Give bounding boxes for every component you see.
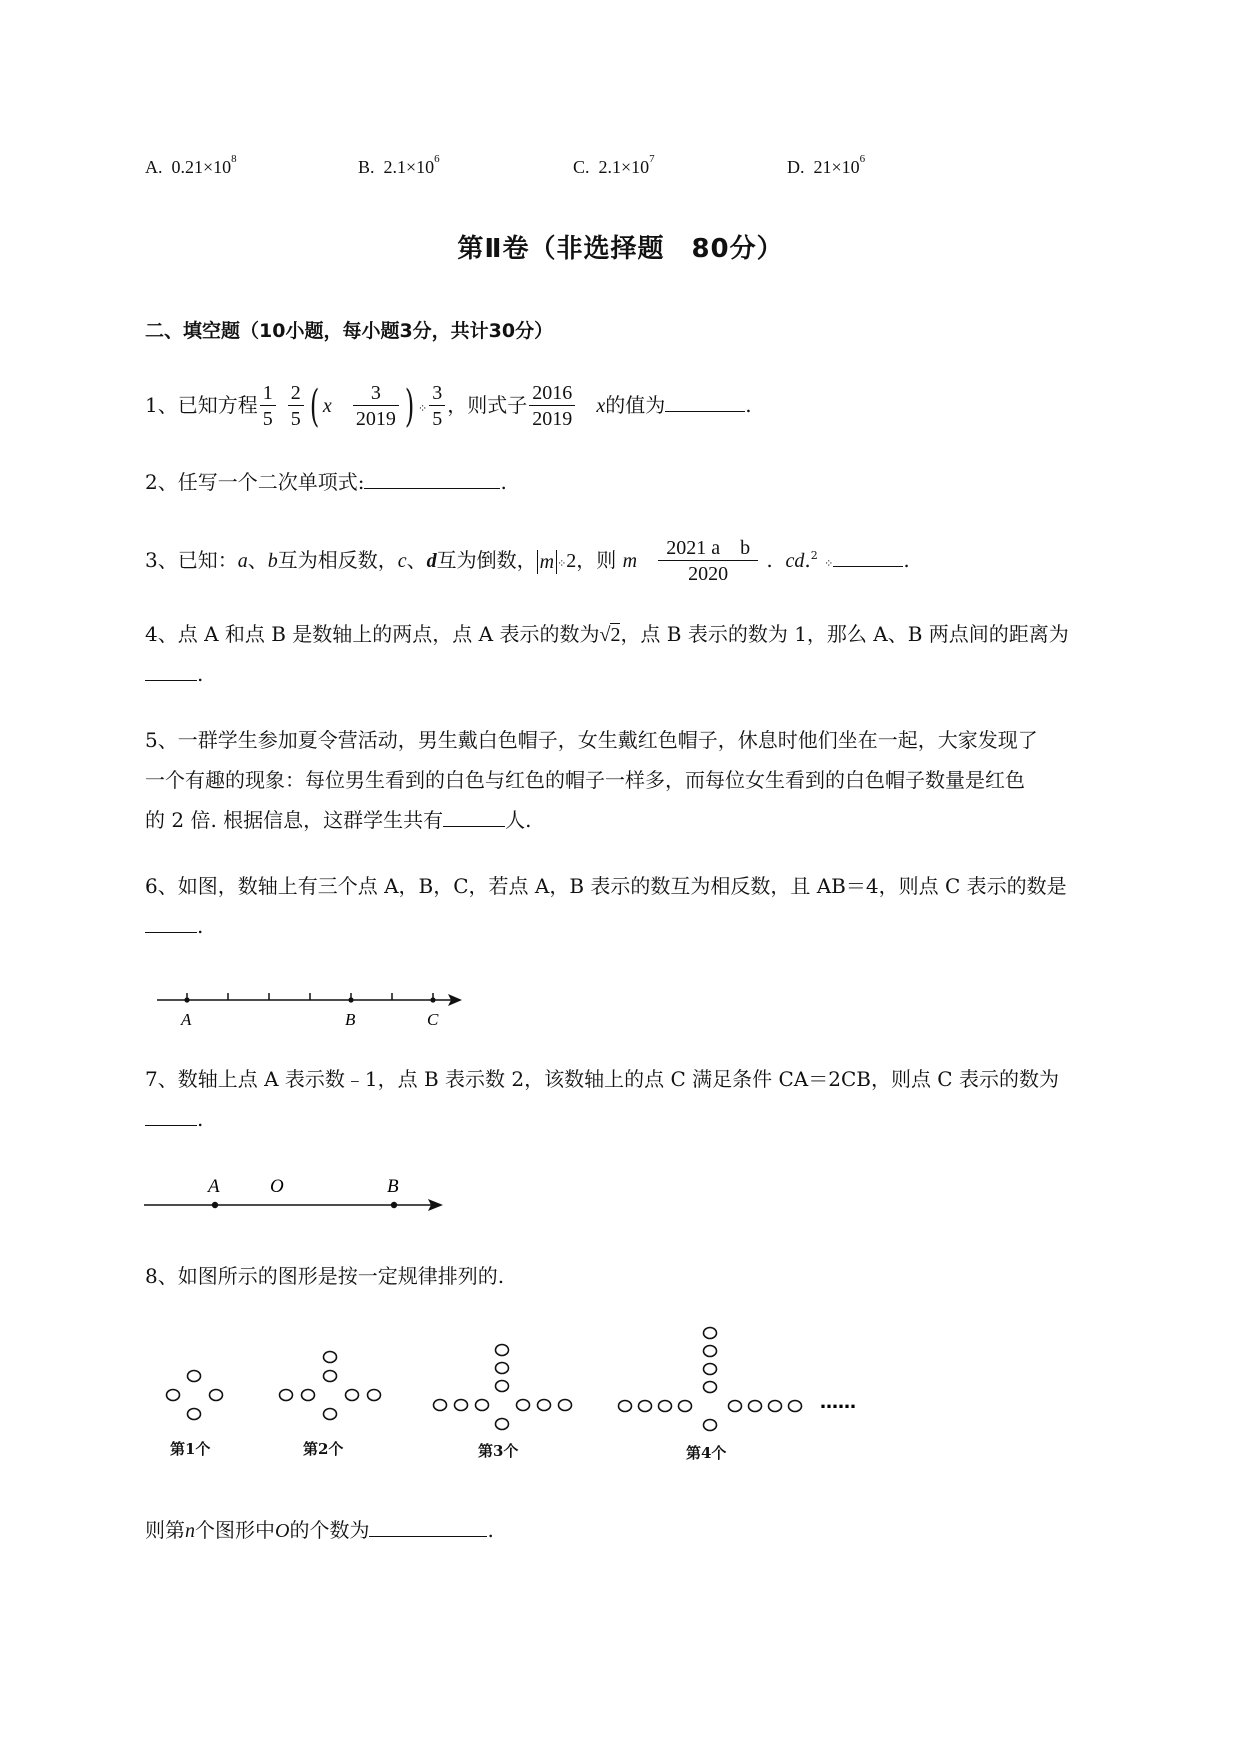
pattern-4 — [619, 1328, 802, 1431]
question-4: 4、点 A 和点 B 是数轴上的两点，点 A 表示的数为√2，点 B 表示的数为 1，那么 A、B 两点间的距离为 — [145, 622, 1069, 646]
question-6: 6、如图，数轴上有三个点 A，B，C，若点 A，B 表示的数互为相反数，且 AB＝4，则点 C 表示的数是 — [145, 874, 1067, 898]
answer-blank[interactable] — [369, 1518, 487, 1537]
pattern-figure — [150, 1325, 870, 1475]
point-b-label: B — [345, 1010, 356, 1029]
point-a-label: A — [181, 1010, 192, 1029]
question-7-answer: . — [145, 1105, 203, 1133]
question-8-conclusion: 则第n个图形中O的个数为 . — [145, 1518, 494, 1542]
option-a: A. $0.21\times 10^8$ — [145, 153, 237, 177]
caption-1: 第1个 — [170, 1440, 211, 1458]
answer-blank[interactable] — [665, 393, 745, 412]
section-heading: 二、填空题（10小题，每小题3分，共计30分） — [145, 320, 554, 342]
point-b — [391, 1202, 397, 1208]
question-3: 3、已知：a、b互为相反数，c、d互为倒数， m ⁘2，则 m $\frac{\text{2021 a b}}{2020}$ . cd.$^2$ ⁘ . — [145, 537, 910, 585]
question-4-answer: . — [145, 660, 203, 688]
caption-3: 第3个 — [478, 1442, 519, 1460]
question-1: 1、已知方程 $\frac{1}{5}$ $\frac{2}{5}$ ( x $\frac{3}{2019}$ ) ⁘ $\frac{3}{5}$ ，则式子 $\frac{2016}{2019}$ x的值为 . — [145, 380, 752, 432]
point-a — [184, 997, 189, 1002]
answer-blank[interactable] — [145, 662, 197, 681]
number-line-figure-6 — [150, 983, 470, 1033]
pattern-1 — [167, 1371, 223, 1420]
answer-blank[interactable] — [145, 914, 197, 933]
caption-4: 第4个 — [686, 1444, 727, 1462]
answer-blank[interactable] — [833, 548, 903, 567]
ellipsis: …… — [820, 1392, 856, 1413]
point-b — [348, 997, 353, 1002]
tick-marks — [187, 993, 433, 1000]
question-5-line-2: 一个有趣的现象：每位男生看到的白色与红色的帽子一样多，而每位女生看到的白色帽子数量是红色 — [145, 768, 1025, 792]
question-2: 2、任写一个二次单项式: . — [145, 470, 507, 494]
point-a-label: A — [208, 1176, 220, 1197]
question-8: 8、如图所示的图形是按一定规律排列的. — [145, 1264, 505, 1288]
pattern-2 — [280, 1352, 381, 1420]
option-c: C. $2.1\times 10^7$ — [573, 153, 655, 177]
origin-label: O — [270, 1176, 284, 1197]
question-7: 7、数轴上点 A 表示数﹣1，点 B 表示数 2，该数轴上的点 C 满足条件 CA＝2CB，则点 C 表示的数为 — [145, 1067, 1059, 1091]
option-b: B. $2.1\times 10^6$ — [358, 153, 440, 177]
question-5-line-3: 的 2 倍. 根据信息，这群学生共有 人. — [145, 808, 532, 832]
section-title: 第Ⅱ卷（非选择题 80分） — [457, 234, 784, 264]
pattern-3 — [434, 1345, 572, 1430]
number-line-figure-7 — [140, 1168, 450, 1218]
sqrt-symbol: √2 — [599, 624, 621, 646]
answer-blank[interactable] — [145, 1107, 197, 1126]
point-c — [430, 997, 435, 1002]
answer-blank[interactable] — [443, 808, 505, 827]
caption-2: 第2个 — [303, 1440, 344, 1458]
question-5-line-1: 5、一群学生参加夏令营活动，男生戴白色帽子，女生戴红色帽子，休息时他们坐在一起，大家发现了 — [145, 728, 1038, 752]
answer-blank[interactable] — [364, 470, 500, 489]
question-6-answer: . — [145, 912, 203, 940]
point-b-label: B — [387, 1176, 399, 1197]
point-a — [212, 1202, 218, 1208]
point-c-label: C — [427, 1010, 439, 1029]
option-d: D. $21\times 10^6$ — [787, 153, 866, 177]
